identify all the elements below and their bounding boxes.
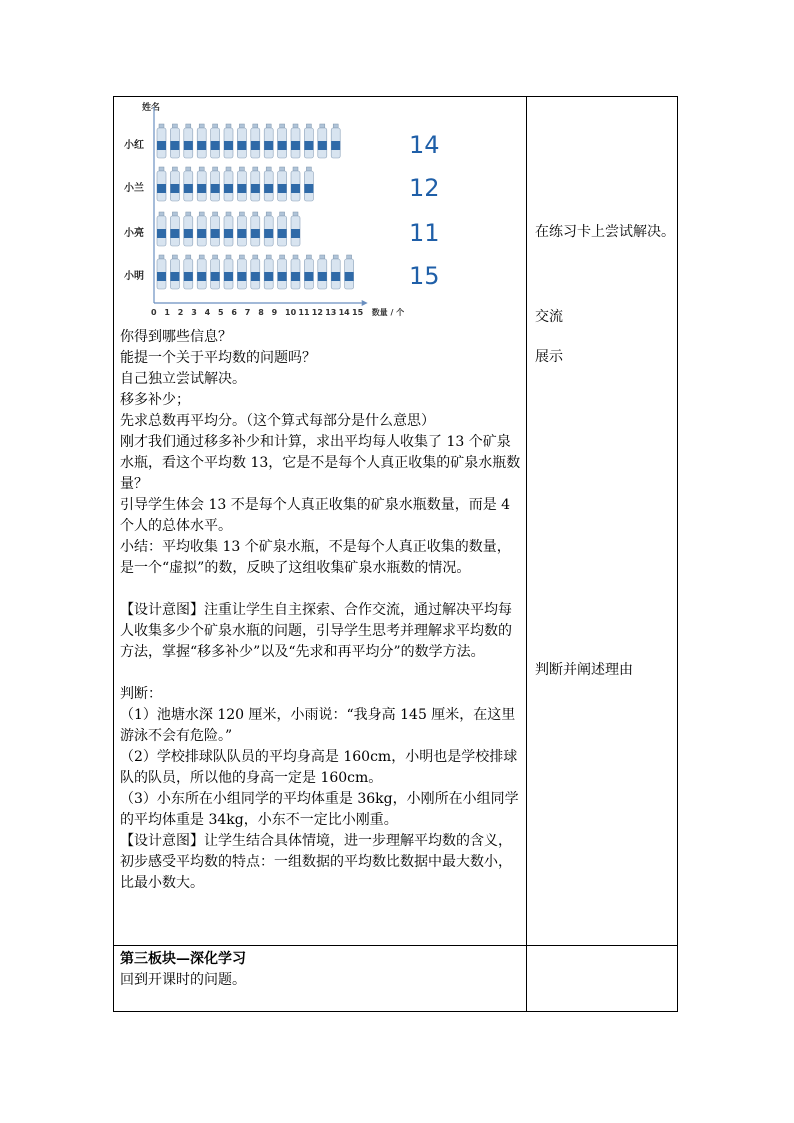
bottle-cap (320, 124, 325, 128)
bottle-label (170, 272, 179, 281)
x-tick-label: 11 (298, 308, 310, 317)
bottle-label (345, 272, 354, 281)
value-label: 11 (409, 219, 440, 247)
bottle-label (264, 229, 273, 238)
bottle-cap (199, 212, 204, 216)
bottle-cap (293, 124, 298, 128)
bottle-cap (280, 212, 285, 216)
bottle-cap (186, 212, 191, 216)
lesson-table (113, 96, 678, 1012)
x-tick-label: 14 (338, 308, 350, 317)
x-tick-label: 9 (271, 308, 278, 317)
bottle-pictograph-chart (114, 97, 464, 325)
value-label: 14 (409, 131, 440, 159)
bottle-cap (226, 212, 231, 216)
bottle-cap (333, 255, 338, 259)
bottle-cap (172, 167, 177, 171)
bottle-label (304, 272, 313, 281)
bottle-cap (239, 124, 244, 128)
x-tick-label: 10 (285, 308, 297, 317)
bottle-cap (306, 124, 311, 128)
bottle-label (197, 184, 206, 193)
row-divider (114, 945, 677, 946)
bottle-label (291, 184, 300, 193)
bottle-label (224, 272, 233, 281)
bottle-cap (293, 212, 298, 216)
bottle-label (251, 184, 260, 193)
section-3-cell (120, 949, 520, 991)
column-divider (526, 97, 527, 1011)
bottle-cap (199, 124, 204, 128)
left-column-text (120, 327, 522, 894)
bottle-label (157, 272, 166, 281)
bottle-cap (226, 255, 231, 259)
bottle-label (251, 272, 260, 281)
bottle-cap (172, 212, 177, 216)
bottle-cap (280, 255, 285, 259)
bottle-cap (159, 167, 164, 171)
bottle-label (278, 272, 287, 281)
right-item-exchange: 交流 (535, 309, 563, 325)
bottle-label (184, 141, 193, 150)
x-axis-arrow (362, 300, 368, 306)
bottle-label (318, 272, 327, 281)
bottle-label (251, 141, 260, 150)
left-line: 判断： (120, 686, 162, 702)
bottle-cap (266, 124, 271, 128)
bottle-cap (172, 255, 177, 259)
bottle-cap (239, 167, 244, 171)
bottle-cap (253, 212, 258, 216)
bottle-cap (253, 167, 258, 171)
bottle-label (278, 229, 287, 238)
bottle-cap (306, 167, 311, 171)
right-item-try: 在练习卡上尝试解决。 (535, 224, 675, 240)
bottle-label (318, 141, 327, 150)
bottle-label (197, 229, 206, 238)
bottle-label (237, 141, 246, 150)
bottle-label (170, 229, 179, 238)
bottle-label (304, 141, 313, 150)
bottle-label (157, 184, 166, 193)
left-line: 先求总数再平均分。（这个算式每部分是什么意思） (120, 413, 435, 429)
left-line: 引导学生体会 13 不是每个人真正收集的矿泉水瓶数量，而是 4 个人的总体水平。 (120, 497, 511, 534)
category-label: 小明 (124, 271, 144, 282)
bottle-label (224, 229, 233, 238)
bottle-label (184, 272, 193, 281)
x-tick-label: 0 (151, 308, 157, 317)
category-label: 小亮 (124, 228, 144, 239)
section-text: 回到开课时的问题。 (120, 972, 246, 988)
x-tick-label: 13 (325, 308, 337, 317)
x-tick-label: 15 (352, 308, 364, 317)
bottle-cap (172, 124, 177, 128)
bottle-label (237, 184, 246, 193)
bottle-cap (280, 167, 285, 171)
left-line: 你得到哪些信息？ (120, 329, 232, 345)
bottle-label (264, 184, 273, 193)
bottle-cap (213, 167, 218, 171)
x-tick-label: 4 (204, 308, 211, 317)
bottle-label (237, 272, 246, 281)
bottle-cap (226, 124, 231, 128)
bottle-label (331, 141, 340, 150)
bottle-cap (266, 212, 271, 216)
category-label: 小兰 (124, 183, 144, 194)
x-tick-label: 1 (164, 308, 170, 317)
bottle-label (184, 229, 193, 238)
bottle-label (237, 229, 246, 238)
bottle-label (184, 184, 193, 193)
x-tick-label: 3 (191, 308, 197, 317)
bottle-cap (186, 167, 191, 171)
x-tick-label: 7 (244, 308, 251, 317)
bottle-cap (253, 255, 258, 259)
bottle-cap (213, 124, 218, 128)
left-line: 刚才我们通过移多补少和计算，求出平均每人收集了 13 个矿泉水瓶，看这个平均数 13，它是不是每个人真正收集的矿泉水瓶数量？ (120, 434, 521, 492)
right-item-show: 展示 (535, 349, 563, 365)
design-intent-2: 【设计意图】让学生结合具体情境，进一步理解平均数的含义，初步感受平均数的特点：一组数据的平均数比数据中最大数小，比最小数大。 (120, 833, 512, 891)
bottle-label (170, 141, 179, 150)
bottle-cap (186, 124, 191, 128)
judge-item-3: （3）小东所在小组同学的平均体重是 36kg，小刚所在小组同学的平均体重是 34kg，小东不一定比小刚重。 (120, 791, 519, 828)
bottle-label (304, 184, 313, 193)
bottle-cap (320, 255, 325, 259)
bottle-label (224, 184, 233, 193)
x-tick-label: 6 (231, 308, 237, 317)
category-label: 小红 (124, 140, 144, 151)
bottle-cap (199, 255, 204, 259)
bottle-cap (239, 255, 244, 259)
left-line: 小结：平均收集 13 个矿泉水瓶，不是每个人真正收集的数量，是一个“虚拟”的数，反映了这组收集矿泉水瓶数的情况。 (120, 539, 511, 576)
bottle-label (197, 141, 206, 150)
x-tick-label: 8 (258, 308, 264, 317)
bottle-label (278, 184, 287, 193)
bottle-cap (199, 167, 204, 171)
x-tick-label: 12 (311, 308, 323, 317)
bottle-label (211, 141, 220, 150)
bottle-cap (159, 255, 164, 259)
y-axis-label: 姓名 (142, 103, 161, 113)
x-tick-label: 5 (218, 308, 224, 317)
bottle-label (291, 272, 300, 281)
bottle-label (291, 229, 300, 238)
left-line: 移多补少； (120, 392, 190, 408)
bottle-label (264, 141, 273, 150)
left-line: 能提一个关于平均数的问题吗？ (120, 350, 316, 366)
bottle-cap (239, 212, 244, 216)
bottle-label (197, 272, 206, 281)
bottle-label (224, 141, 233, 150)
bottle-cap (253, 124, 258, 128)
bottle-cap (226, 167, 231, 171)
bottle-label (251, 229, 260, 238)
x-axis-label: 数量 / 个 (371, 308, 405, 317)
bottle-cap (347, 255, 352, 259)
bottle-cap (293, 167, 298, 171)
bottle-cap (333, 124, 338, 128)
section-heading: 第三板块—深化学习 (120, 951, 246, 967)
bottle-cap (280, 124, 285, 128)
bottle-label (264, 272, 273, 281)
left-line: 自己独立尝试解决。 (120, 371, 246, 387)
bottle-label (170, 184, 179, 193)
bottle-cap (266, 167, 271, 171)
bottle-label (157, 141, 166, 150)
design-intent-1: 【设计意图】注重让学生自主探索、合作交流，通过解决平均每人收集多少个矿泉水瓶的问题，引导学生思考并理解求平均数的方法，掌握“移多补少”以及“先求和再平均分”的数学方法。 (120, 602, 512, 660)
bottle-cap (213, 255, 218, 259)
x-tick-label: 2 (177, 308, 184, 317)
judge-item-2: （2）学校排球队队员的平均身高是 160cm，小明也是学校排球队的队员，所以他的身高一定是 160cm。 (120, 749, 518, 786)
bottle-label (157, 229, 166, 238)
bottle-label (211, 272, 220, 281)
value-label: 15 (409, 262, 440, 290)
right-item-judge: 判断并阐述理由 (535, 662, 633, 678)
value-label: 12 (409, 174, 440, 202)
bottle-label (211, 229, 220, 238)
bottle-cap (293, 255, 298, 259)
bottle-cap (159, 212, 164, 216)
bottle-cap (159, 124, 164, 128)
bottle-cap (306, 255, 311, 259)
bottle-cap (213, 212, 218, 216)
bottle-cap (266, 255, 271, 259)
bottle-label (331, 272, 340, 281)
bottle-label (278, 141, 287, 150)
bottle-label (291, 141, 300, 150)
judge-item-1: （1）池塘水深 120 厘米，小雨说：“我身高 145 厘米，在这里游泳不会有危险。” (120, 707, 516, 744)
bottle-label (211, 184, 220, 193)
bottle-cap (186, 255, 191, 259)
